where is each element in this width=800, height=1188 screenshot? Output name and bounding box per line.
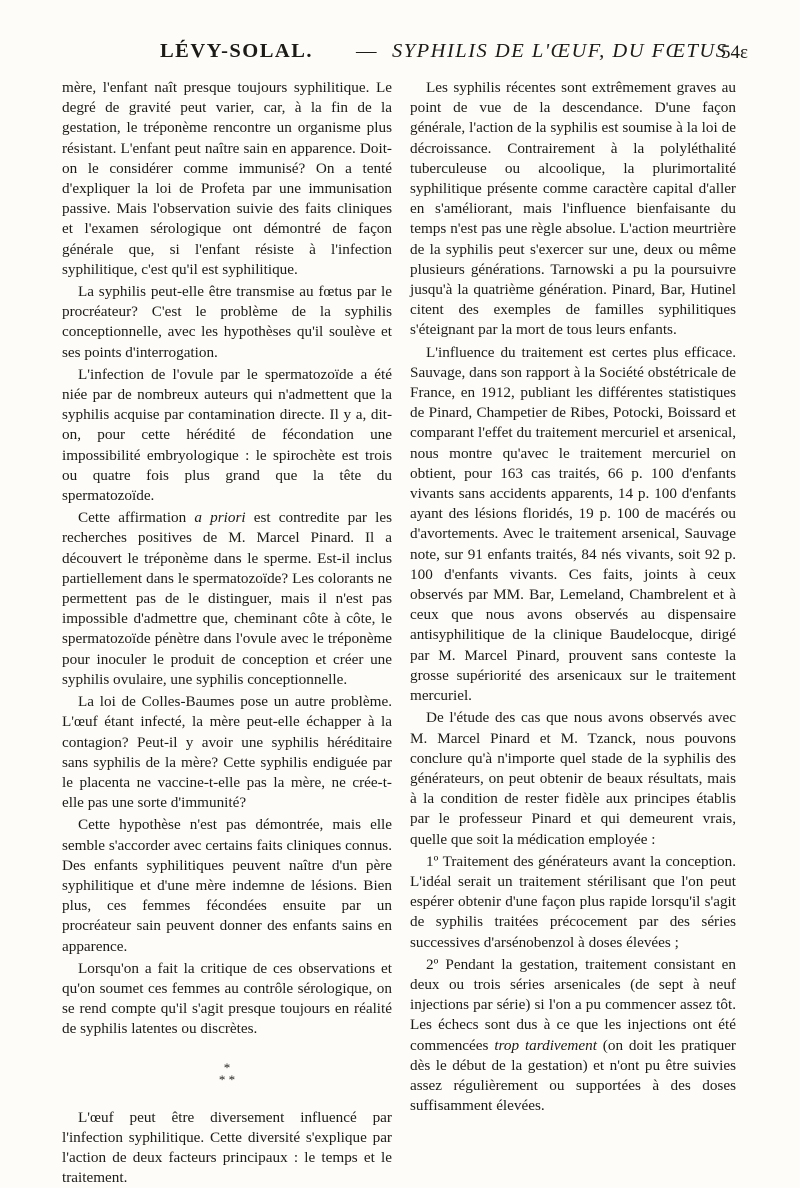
paragraph: mère, l'enfant naît presque toujours syphilitique. Le degré de gravité peut varier, car, à la fin de la gestation, le tréponème rencontre un organisme plus résistant. L'enfant peut naître sain en apparence. Doit-on le considérer comme immunisé? On a tenté d'expliquer la loi de Profeta par une immunisation passive. Mais l'observation suivie des faits cliniques et l'examen sérologique ont démontré de façon générale que, si l'enfant résiste à l'infection syphilitique, c'est qu'il est syphilitique. — [62, 79, 392, 278]
paragraph: Les syphilis récentes sont extrêmement graves au point de vue de la descendance. D'une façon générale, l'action de la syphilis est soumise à la loi de décroissance. Contrairement à la polyléthalité tuberculeuse ou alcoolique, la plurimortalité syphilitique présente comme caractère capital d'aller en s'améliorant, mais l'influence bienfaisante du temps n'est pas une règle absolue. L'action meurtrière de la syphilis peut s'exercer sur une, deux ou même plusieurs générations. Tarnowski a pu la poursuivre jusqu'à la quatrième génération. Pinard, Bar, Hutinel citent des exemples de familles syphilitiques s'éteignant par la mort de tous leurs enfants. — [410, 79, 736, 339]
paragraph: L'œuf peut être diversement influencé par l'infection syphilitique. Cette diversité s'explique par l'action de deux facteurs principaux : le temps et le traitement. — [62, 1108, 392, 1187]
paragraph: 1º Traitement des générateurs avant la conception. L'idéal serait un traitement stérilisant que l'on peut espérer obtenir d'une façon plus rapide lorsqu'il s'agit de syphilis traitées précocement par des séries successives d'arsénobenzol à doses élevées ; — [410, 852, 736, 951]
running-header — [60, 40, 748, 74]
emphasis: a priori — [194, 509, 246, 527]
paragraph-text: est contredite par les recherches positives de M. Marcel Pinard. Il a découvert le tréponème dans le sperme. Est-il inclus partiellement dans le spermatozoïde? Les colorants ne permettent pas de le distinguer, mais il n'est pas impossible d'admettre que, cheminant côte à côte, le spermatozoïde pénètre dans l'ovule avec le tréponème pour inoculer le produit de conception et créer une syphilis ovulaire, une syphilis conceptionnelle. — [62, 509, 393, 688]
paragraph: Lorsqu'on a fait la critique de ces observations et qu'on soumet ces femmes au contrôle sérologique, on se rend compte qu'il s'agit presque toujours en réalité de syphilis latentes ou discrètes. — [62, 959, 392, 1038]
page-number: 54ε — [721, 42, 748, 63]
asterism-bottom: * * — [218, 1071, 236, 1087]
header-title: SYPHILIS DE L'ŒUF, DU FŒTUS — [392, 40, 728, 62]
paragraph-text: Cette affirmation — [78, 509, 195, 527]
paragraph — [410, 955, 736, 1117]
left-column — [62, 78, 392, 1188]
emphasis: trop tardivement — [494, 1036, 597, 1054]
paragraph: De l'étude des cas que nous avons observés avec M. Marcel Pinard et M. Tzanck, nous pouvons conclure qu'à n'importe quel stade de la syphilis des générateurs, on peut obtenir de beaux résultats, mais à la condition de rester fidèle aux principes établis par le professeur Pinard et qui demeurent vrais, quelle que soit la médication employée : — [410, 709, 736, 848]
paragraph: Cette hypothèse n'est pas démontrée, mais elle semble s'accorder avec certains faits cliniques connus. Des enfants syphilitiques peuvent naître d'un père syphilitique et d'une mère indemne de lésions. Bien plus, ces femmes fécondées ensuite par un procréateur sain peuvent donner des enfants sains en apparence. — [62, 816, 392, 955]
paragraph-text: 2º Pendant la gestation, traitement consistant en deux ou trois séries arsenicales (de sept à neuf injections par série) si l'on a pu commencer assez tôt. Les échecs sont dus à ce que les injections ont été commencées — [410, 955, 736, 1054]
header-dash: — — [356, 40, 377, 62]
section-separator — [62, 1059, 392, 1087]
paragraph: L'infection de l'ovule par le spermatozoïde a été niée par de nombreux auteurs qui n'admettent que la syphilis acquise par contamination directe. Il y a, dit-on, pour cette hérédité de fécondation une impossibilité embryologique : le spirochète est trois ou quatre fois plus grand que la tête du spermatozoïde. — [62, 365, 392, 505]
header-author: LÉVY-SOLAL. — [160, 40, 314, 62]
asterism-top: * — [223, 1059, 231, 1075]
right-column — [410, 78, 736, 1116]
paragraph: La loi de Colles-Baumes pose un autre problème. L'œuf étant infecté, la mère peut-elle échapper à la contagion? Peut-il y avoir une syphilis héréditaire sans syphilis de la mère? Cette syphilis endiguée par le placenta ne vaccine-t-elle pas la mère, ne crée-t-elle pas une sorte d'immunité? — [62, 693, 392, 812]
paragraph-text: (on doit les pratiquer dès le début de la gestation) et n'ont pu être suivies assez régulièrement ou supportées à des doses suffisamment élevées. — [410, 1036, 736, 1115]
paragraph: La syphilis peut-elle être transmise au fœtus par le procréateur? C'est le problème de la syphilis conceptionnelle, avec les hypothèses qu'il soulève et ses points d'interrogation. — [62, 283, 392, 361]
paragraph: L'influence du traitement est certes plus efficace. Sauvage, dans son rapport à la Société obstétricale de France, en 1912, publiant les différentes statistiques de Pinard, Champetier de Ribes, Potocki, Boissard et comparant l'effet du traitement mercuriel et arsenical, nous montre qu'avec le traitement mercuriel on obtient, pour 163 cas traités, 66 p. 100 d'enfants vivants sans accidents apparents, 14 p. 100 d'enfants ayant des lésions floridés, 19 p. 100 de macérés ou d'avortements. Avec le traitement arsenical, Sauvage note, sur 91 enfants traités, 84 nés vivants, soit 92 p. 100 d'enfants vivants. Ces faits, joints à ceux observés par MM. Bar, Lemeland, Chambrelent et à ceux que nous avons observés au dispensaire antisyphilitique de la clinique Baudelocque, dirigé par M. Marcel Pinard, prouvent sans conteste la grosse supériorité des arsenicaux sur le traitement mercuriel. — [410, 343, 736, 705]
paragraph — [62, 508, 392, 690]
